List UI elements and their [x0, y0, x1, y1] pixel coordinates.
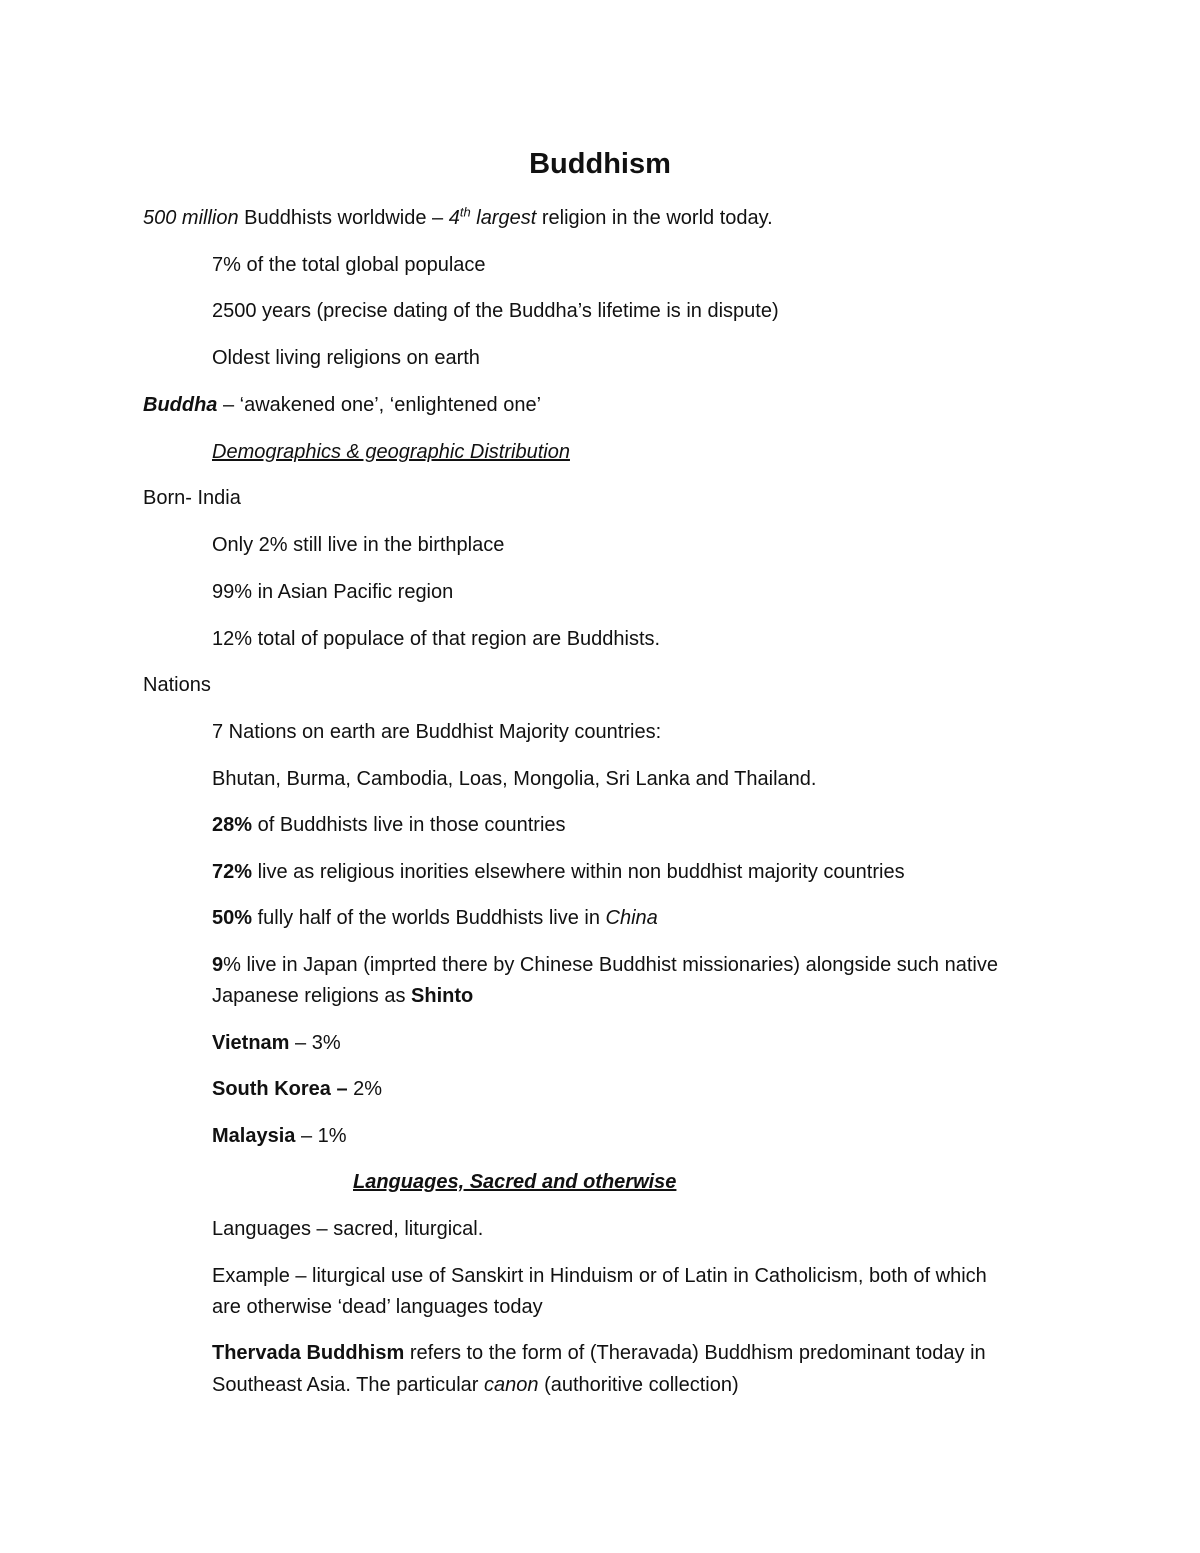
- thervada-text: refers to the form of (Theravada) Buddhism predominant today in: [404, 1342, 986, 1364]
- country-vietnam: [212, 1028, 341, 1058]
- nations-intro: 7 Nations on earth are Buddhist Majority countries:: [212, 721, 662, 743]
- stat-text: fully half of the worlds Buddhists live in: [252, 907, 606, 929]
- document-title: Buddhism: [529, 148, 671, 180]
- stat-line: Oldest living religions on earth: [212, 347, 480, 369]
- stat-line: 7% of the total global populace: [212, 254, 486, 276]
- stat-text: % live in Japan (imprted there by Chinese Buddhist missionaries) alongside such native: [223, 954, 998, 976]
- shinto-word: Shinto: [411, 985, 474, 1007]
- country-south-korea: [212, 1074, 382, 1104]
- intro-rank-number: 4: [448, 207, 460, 229]
- country-name: Vietnam: [212, 1032, 290, 1054]
- languages-line: Languages – sacred, liturgical.: [212, 1218, 484, 1240]
- stat-text: Japanese religions as: [212, 985, 412, 1007]
- intro-text-1: Buddhists worldwide –: [238, 207, 449, 229]
- country-name: Malaysia: [212, 1125, 296, 1147]
- country-name: South Korea –: [212, 1078, 348, 1100]
- born-item: 99% in Asian Pacific region: [212, 581, 454, 603]
- country-percent: – 1%: [295, 1125, 347, 1147]
- buddha-meaning: – ‘awakened one’, ‘enlightened one’: [217, 394, 542, 416]
- china-word: China: [605, 907, 658, 929]
- buddha-definition: [143, 390, 541, 420]
- intro-rank-word: largest: [470, 207, 537, 229]
- canon-word: canon: [484, 1374, 539, 1396]
- thervada-term: Thervada Buddhism: [212, 1342, 405, 1364]
- nations-stat-9: [212, 950, 998, 980]
- nations-stat-28: [212, 810, 566, 840]
- section-heading-demographics: Demographics & geographic Distribution: [212, 441, 570, 463]
- languages-example: Example – liturgical use of Sanskirt in Hinduism or of Latin in Catholicism, both of which: [212, 1265, 987, 1287]
- intro-text-2: religion in the world today.: [536, 207, 773, 229]
- stat-value: 50%: [212, 907, 253, 929]
- intro-line: [143, 203, 773, 233]
- stat-line: 2500 years (precise dating of the Buddha’s lifetime is in dispute): [212, 300, 779, 322]
- country-malaysia: [212, 1121, 347, 1151]
- nations-stat-50: [212, 903, 658, 933]
- stat-value: 72%: [212, 861, 253, 883]
- stat-text: live as religious inorities elsewhere within non buddhist majority countries: [252, 861, 905, 883]
- nations-stat-9-continued: [212, 981, 473, 1011]
- country-percent: 2%: [347, 1078, 383, 1100]
- nations-list: Bhutan, Burma, Cambodia, Loas, Mongolia, Sri Lanka and Thailand.: [212, 768, 817, 790]
- nations-label: Nations: [143, 674, 211, 696]
- born-label: Born- India: [143, 487, 241, 509]
- languages-example-continued: are otherwise ‘dead’ languages today: [212, 1296, 543, 1318]
- born-item: 12% total of populace of that region are Buddhists.: [212, 628, 661, 650]
- thervada-line-continued: [212, 1370, 739, 1400]
- section-heading-languages: Languages, Sacred and otherwise: [353, 1171, 677, 1193]
- intro-rank-superscript: th: [459, 204, 471, 220]
- thervada-text: (authoritive collection): [538, 1374, 739, 1396]
- country-percent: – 3%: [289, 1032, 341, 1054]
- intro-count: 500 million: [143, 207, 239, 229]
- nations-stat-72: [212, 857, 905, 887]
- stat-value: 9: [212, 954, 224, 976]
- buddha-term: Buddha: [143, 394, 218, 416]
- born-item: Only 2% still live in the birthplace: [212, 534, 505, 556]
- stat-text: of Buddhists live in those countries: [252, 814, 566, 836]
- thervada-text: Southeast Asia. The particular: [212, 1374, 485, 1396]
- thervada-line: [212, 1338, 986, 1368]
- stat-value: 28%: [212, 814, 253, 836]
